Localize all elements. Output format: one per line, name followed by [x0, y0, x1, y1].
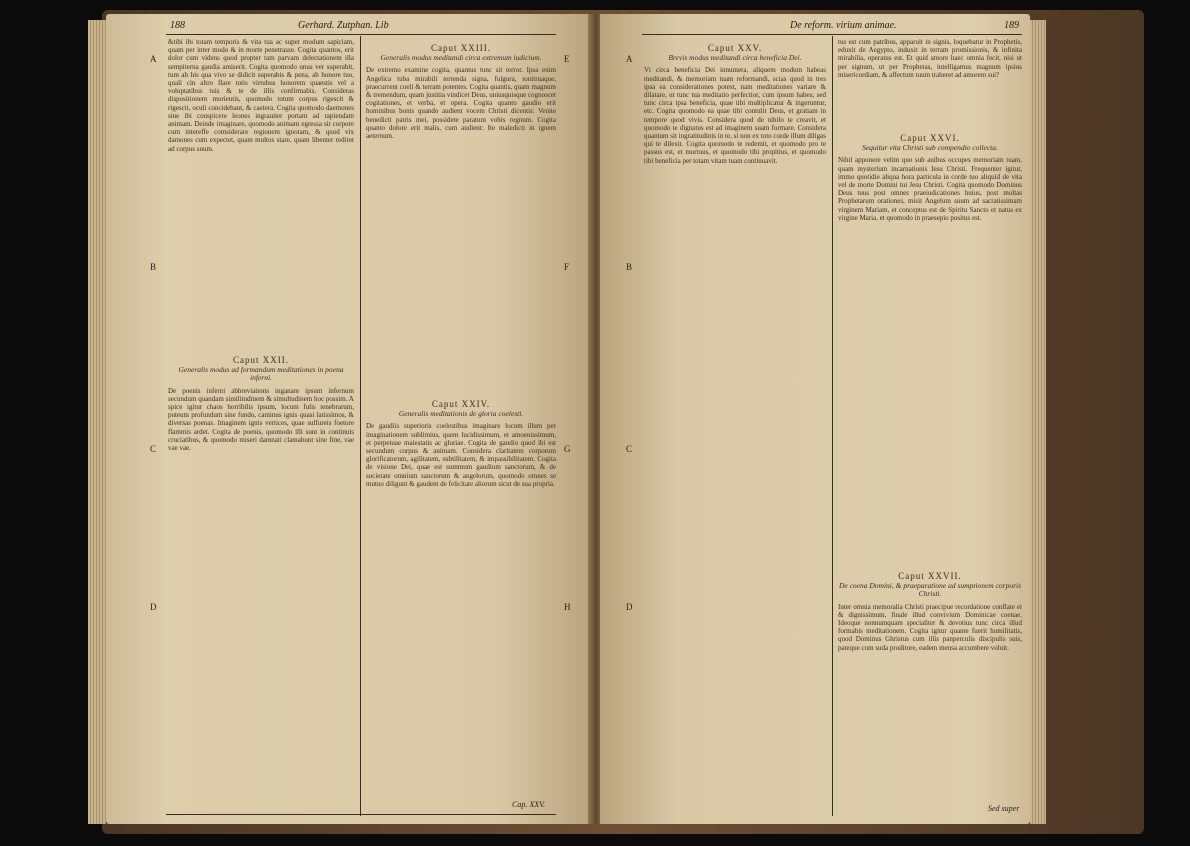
left-page — [106, 14, 592, 824]
margin-letter-h: H — [564, 602, 571, 612]
chapter-24-title: Caput XXIV. — [431, 399, 491, 409]
chapter-23-title: Caput XXIII. — [431, 43, 491, 53]
right-page — [600, 14, 1030, 824]
margin-letter-d: D — [626, 602, 633, 612]
margin-letter-b: B — [150, 262, 157, 272]
margin-letter-f: F — [564, 262, 570, 272]
margin-letter-e: E — [564, 54, 570, 64]
chapter-23-text: De extremo examine cogita, quantus tunc sit terror. Ipsa enim Angelica tuba mirabili terrenda signa, fulgura, tonitruaque, praecurrent coeli & terram potentes. Cogita quantis, quam magnum & tremendum, quam justitia vindicet Deus, uniusquisque cognoscet cogitationes, et verba, et opera. Cogita quanto gaudio erit hominibus bonis quando audient vocem Christi dicentis: Venite benedicti patris mei, possidete paratum vobis regnum. Cogita quanto dolore erit malis, cum audient: Ite maledicti in ignem aeternum. — [366, 66, 556, 141]
margin-letter-b: B — [626, 262, 633, 272]
margin-letter-g: G — [564, 444, 571, 454]
left-col2-chapter-23 — [366, 38, 556, 398]
right-col1-chapter-25 — [644, 38, 826, 818]
margin-letter-d: D — [150, 602, 157, 612]
chapter-25-subtitle: Brevis modus meditandi circa beneficia Dei. — [668, 53, 802, 63]
left-col1-text-a: &tibi ibi totam temporis & vita tua ac super modum sapiciam, quam per inter modo & in morte penetrasse. Cogita quantos, erit dolor cum videns quod propter tam parvam delectationem illa sempiterna gaudia amiserit. Cogita quomodo unus ver superabit, tum ab his qua vivo se didicit superabis & pena, ab honore tuo, quali cin altro flare totis virtubus honorem quaestis vel a voluptatibus tuis & te de illis confirmabis. Consideras dispositionem morientis, quomodo totum corpus rigescit & rigescit, oculi concidebant, & caetera. Cogita quomodo daemones sine ibi conspicere leones ingrauiter portant ad rapiendam animam. Deinde imaginare, quomodo animam egressa sit corpore cum intereffe comsiderare regionem ignotam, & quod vix damones cum expectet, quam multos stare, quam libenter rediret ad corpus suum. — [168, 38, 354, 153]
right-col2-chapter-27 — [838, 566, 1022, 796]
chapter-22-subtitle: Generalis modus ad formandum meditationes in poena inferni. — [178, 365, 344, 383]
header-rule — [166, 34, 556, 35]
page-edges-right — [1030, 20, 1046, 824]
chapter-27-text: Inter omnia memoralia Christi praecipue recordatione conflate ei & dignissimum, finale illud convivium Dominicae coenae. Ideoque nonnumquam specialiter & devotius tunc circa illud formabis meditationem. Cogita igitur quante fuerit humilitatis, quod Dominus Ghristus cum illis panperculis discipulis suis, pateque cum suda proditore, eadem mensa accumbere voluit. — [838, 602, 1022, 652]
chapter-22-title: Caput XXII. — [233, 355, 289, 365]
chapter-27-subtitle: De coena Domini, & praeparatione ad sumptionem corporis Christi. — [838, 581, 1022, 599]
chapter-26-text: Nihil apponere velim quo sub auibus occupes memoriam tuam, quam mysterium incarnationis Iesu Christi. Frequenter igitur, immo quotidie aliqua hora particula in corde tuo aliquid de vita vel de morte Domini tui Jesu Christi. Cogita quomodo Dominus Deus tuus post omnes praeiudicationes huius, post multas Prophetarum orationes, misit Angelum suum ad sacratissimam virginem Mariam, et conceptus est de Spiritu Sancto et natus ex virgine Maria, et quomodo in praesepio positus est. — [838, 156, 1022, 222]
left-col1-chapter-22 — [168, 350, 354, 810]
right-running-title: De reform. virium animae. — [790, 20, 897, 31]
margin-letter-c: C — [626, 444, 633, 454]
margin-letter-a: A — [150, 54, 157, 64]
left-page-number: 188 — [170, 20, 185, 31]
right-col2-chapter-26 — [838, 128, 1022, 558]
left-col2-chapter-24 — [366, 394, 556, 794]
chapter-27-title: Caput XXVII. — [898, 571, 962, 581]
right-catchword: Sed super — [988, 804, 1020, 813]
header-rule — [642, 34, 1022, 35]
chapter-25-text: Vt circa beneficia Dei innumera, aliquem modum habeas meditandi, & memoriam tuam reformandi, scias quod in tres ipsa ea considerationes potest, nam meditationes variare & dilatare, ut tunc tua meditatio perfectior, cum ipsum habes; sed tunc circa ipsa beneficia, quae tibi multiplicatur & ingeruntur, etc. Cogita quomodo ea quae tibi contulit Deus, et gratiam in tempore quod vivis. Considera quod de nihilo te creavit, et quomodo te dignatus est ad imaginem suam formare. Considera quantum sit ingratitudinis in te, si non ex toto corde illum diligas qui te dilexit. Cogita quomodo te redemit, et quomodo pro te passus est, et mortuus, et quomodo tibi propitius, et quomodo tibi beneficia per totam vitam tuam continuavit. — [644, 66, 826, 165]
column-divider — [360, 36, 361, 816]
chapter-22-text: De poenis inferni abbreviations inganare ipsum infernum secundum quandam similitudinem & simultudinem hoc possim. A spice igitur chaos horribilis ipsum, locum fulis tenebrarum, puteum profundum sine fundo, caminus ignis quasi latissimos, & diversas poenas. Imaginem ignis vertices, quae sulfureis foetore flammis ardet. Cogita de poenis, quomodo illi sunt in continuis cruciatibus, & quomodo miseri damnati clamabunt sine fine, vae vae vae. — [168, 386, 354, 453]
chapter-24-text: De gaudiis superioris coelestibus imaginare locum illum per imaginationem sublimius, quem lucidissimum, et amoenissimum, et perpetuae maiestatis ac gloriae. Cogita de gaudio quod ibi est secundum corpus & animam. Considera claritatem corporum glorificatorum, agilitatem, subtilitatem, & impassibilitatem. Cogita de visione Dei, quae est summum gaudium sanctorum, & de societate omnium sanctorum & angelorum, quomodo omnes se mutuo diligunt & gaudent de felicitate aliorum sicut de sua propria. — [366, 422, 556, 488]
right-page-number: 189 — [1004, 20, 1019, 31]
chapter-25-title: Caput XXV. — [707, 43, 763, 53]
chapter-26-subtitle: Sequitur vita Christi sub compendio collecta. — [862, 143, 998, 153]
right-col2-text-a: tus est cum patribus, apparuit in signis, loquebatur in Prophetis, eduxit de Aegypto, induxit in terram promissionis, & infinita mirabilia, operatus est. Et quid amore haec omnia fecit, nisi ut per signum, ut per Prophetas, intelligamus magnum ipsius misericordiam, & affectum tuum traheret ad amorem sui? — [838, 38, 1022, 79]
left-catchword: Cap. XXV. — [512, 800, 545, 809]
chapter-24-subtitle: Generalis meditationis de gloria coelesti. — [398, 409, 524, 419]
footer-rule — [166, 814, 556, 815]
chapter-23-subtitle: Generalis modus meditandi circa extremum iudicium. — [380, 53, 542, 63]
left-running-title: Gerhard. Zutphan. Lib — [298, 20, 389, 31]
column-divider — [832, 36, 833, 816]
margin-letter-a: A — [626, 54, 633, 64]
chapter-26-title: Caput XXVI. — [900, 133, 960, 143]
page-edges-left — [88, 20, 106, 824]
margin-letter-c: C — [150, 444, 157, 454]
